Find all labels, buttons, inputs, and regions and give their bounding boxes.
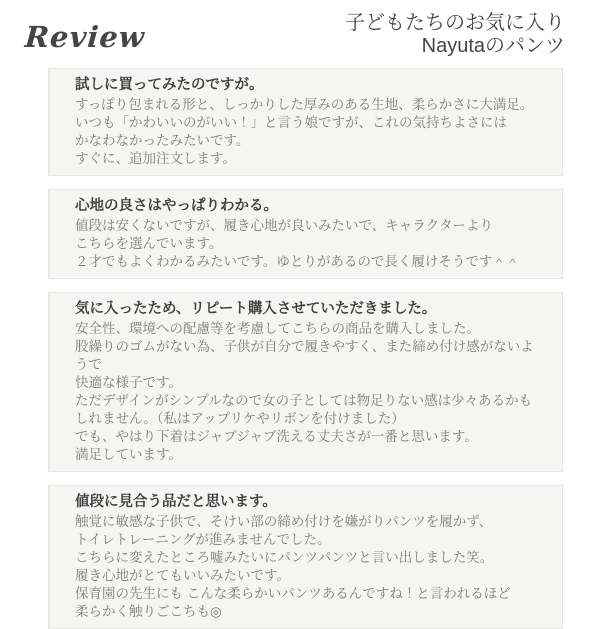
review-line: 快適な様子です。 (75, 375, 182, 390)
page-title-line1: 子どもたちのお気に入り (345, 12, 565, 34)
review-line: 履き心地がとてもいいみたいです。 (75, 568, 290, 583)
review-line: すぐに、追加注文します。 (75, 151, 236, 166)
review-line: 値段は安くないですが、履き心地が良いみたいで、キャラクターより (75, 218, 493, 233)
review-line: でも、やはり下着はジャブジャブ洗える丈夫さが一番と思います。 (75, 429, 478, 444)
review-line: 安全性、環境への配慮等を考慮してこちらの商品を購入しました。 (75, 321, 480, 336)
review-card-3 (48, 292, 563, 472)
review-line: こちらを選んでいます。 (75, 236, 223, 251)
review-line: 保育園の先生にも こんな柔らかいパンツあるんですね！と言われるほど (75, 586, 511, 601)
review-line: すっぽり包まれる形と、しっかりした厚みのある生地、柔らかさに大満足。 (75, 97, 534, 112)
review-title: 値段に見合う品だと思います。 (75, 494, 277, 510)
review-card-4 (48, 485, 563, 629)
review-script-logo: Review (23, 20, 147, 54)
review-line: 触覚に敏感な子供で、そけい部の締め付けを嫌がりパンツを履かず、 (75, 514, 493, 529)
review-body (75, 320, 546, 464)
review-title: 心地の良さはやっぱりわかる。 (75, 198, 278, 214)
review-body (75, 513, 546, 621)
page-header (0, 0, 600, 58)
review-line: 柔らかく触りごこちも◎ (75, 604, 222, 619)
review-card-1 (48, 68, 563, 176)
review-line: ただデザインがシンプルなので女の子としては物足りない感は少々あるかも (75, 393, 533, 408)
review-title: 気に入ったため、リピート購入させていただきました。 (75, 301, 437, 317)
review-line: ２才でもよくわかるみたいです。ゆとりがあるので長く履けそうです＾＾ (75, 254, 520, 269)
review-line: しれません。（私はアップリケやリボンを付けました） (75, 411, 405, 426)
review-line: 股繰りのゴムがない為、子供が自分で履きやすく、また締め付け感がないようで (75, 339, 534, 372)
review-line: トイレトレーニングが進みませんでした。 (75, 532, 331, 547)
review-body (75, 217, 546, 271)
review-body (75, 96, 546, 168)
review-card-2 (48, 189, 563, 279)
review-title: 試しに買ってみたのですが。 (75, 77, 264, 93)
page-title (345, 12, 565, 58)
review-line: 満足しています。 (75, 447, 182, 462)
review-list (48, 68, 563, 629)
review-line: こちらに変えたところ嘘みたいにパンツパンツと言い出しました笑。 (75, 550, 494, 565)
review-line: いつも「かわいいのがいい！」と言う娘ですが、これの気持ちよさには (75, 115, 507, 130)
page-title-line2: Nayutaのパンツ (421, 35, 565, 57)
review-line: かなわなかったみたいです。 (75, 133, 250, 148)
